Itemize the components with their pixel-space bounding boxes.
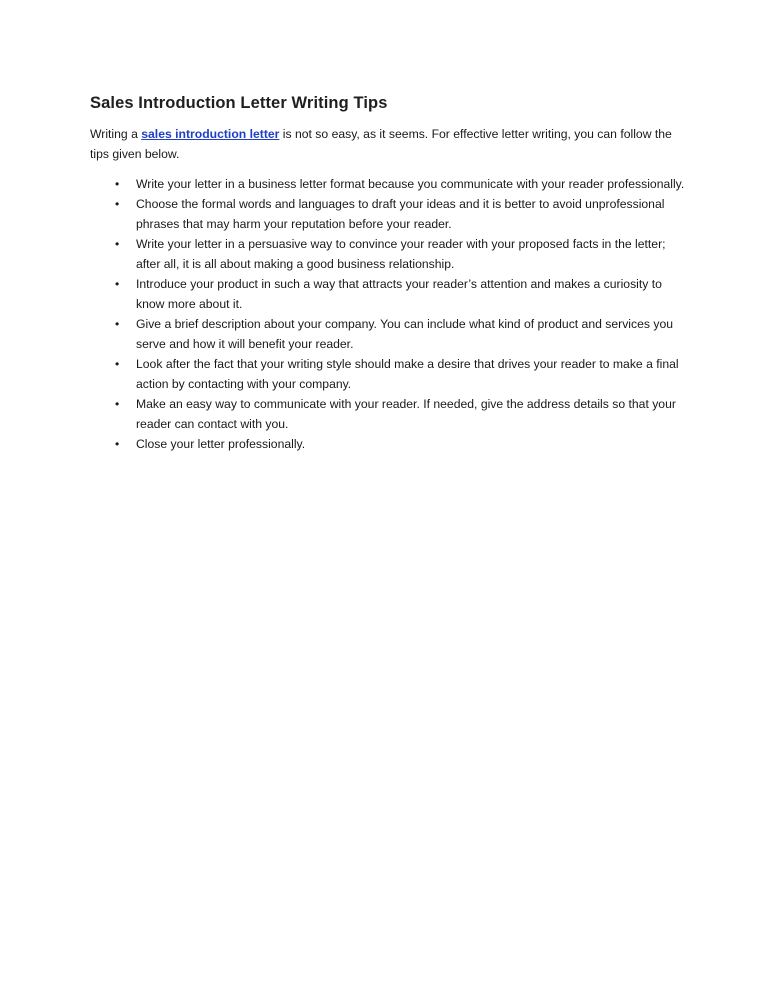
sales-introduction-letter-link[interactable]: sales introduction letter [141,127,280,141]
list-item [90,434,690,454]
tip-text: Look after the fact that your writing style should make a desire that drives your reader to make a final action by contacting with your company. [136,357,679,391]
page-title: Sales Introduction Letter Writing Tips [90,94,388,112]
bullet-icon: • [115,317,120,331]
tip-text: Write your letter in a business letter format because you communicate with your reader professionally. [136,177,685,191]
tip-text: Write your letter in a persuasive way to convince your reader with your proposed facts in the letter; after all, it is all about making a good business relationship. [136,237,666,271]
list-item [90,234,690,274]
tip-text: Give a brief description about your company. You can include what kind of product and services you serve and how it will benefit your reader. [136,317,674,351]
list-item [90,174,690,194]
list-item [90,354,690,394]
intro-prefix: Writing a [90,127,142,141]
bullet-icon: • [115,277,120,291]
document-body [90,92,690,454]
bullet-icon: • [115,437,120,451]
list-item [90,194,690,234]
tip-text: Close your letter professionally. [136,437,306,451]
tip-text: Introduce your product in such a way that attracts your reader’s attention and makes a curiosity to know more about it. [136,277,662,311]
bullet-icon: • [115,357,120,371]
bullet-icon: • [115,197,120,211]
list-item [90,274,690,314]
list-item [90,394,690,434]
tips-list [90,174,690,454]
tip-text: Choose the formal words and languages to draft your ideas and it is better to avoid unprofessional phrases that may harm your reputation before your reader. [136,197,665,231]
bullet-icon: • [115,177,120,191]
bullet-icon: • [115,397,120,411]
list-item [90,314,690,354]
intro-paragraph [90,124,690,164]
tip-text: Make an easy way to communicate with your reader. If needed, give the address details so that your reader can contact with you. [136,397,676,431]
intro-suffix: is not so easy, as it seems. For effective letter writing, you can follow the tips given below. [90,127,672,161]
bullet-icon: • [115,237,120,251]
